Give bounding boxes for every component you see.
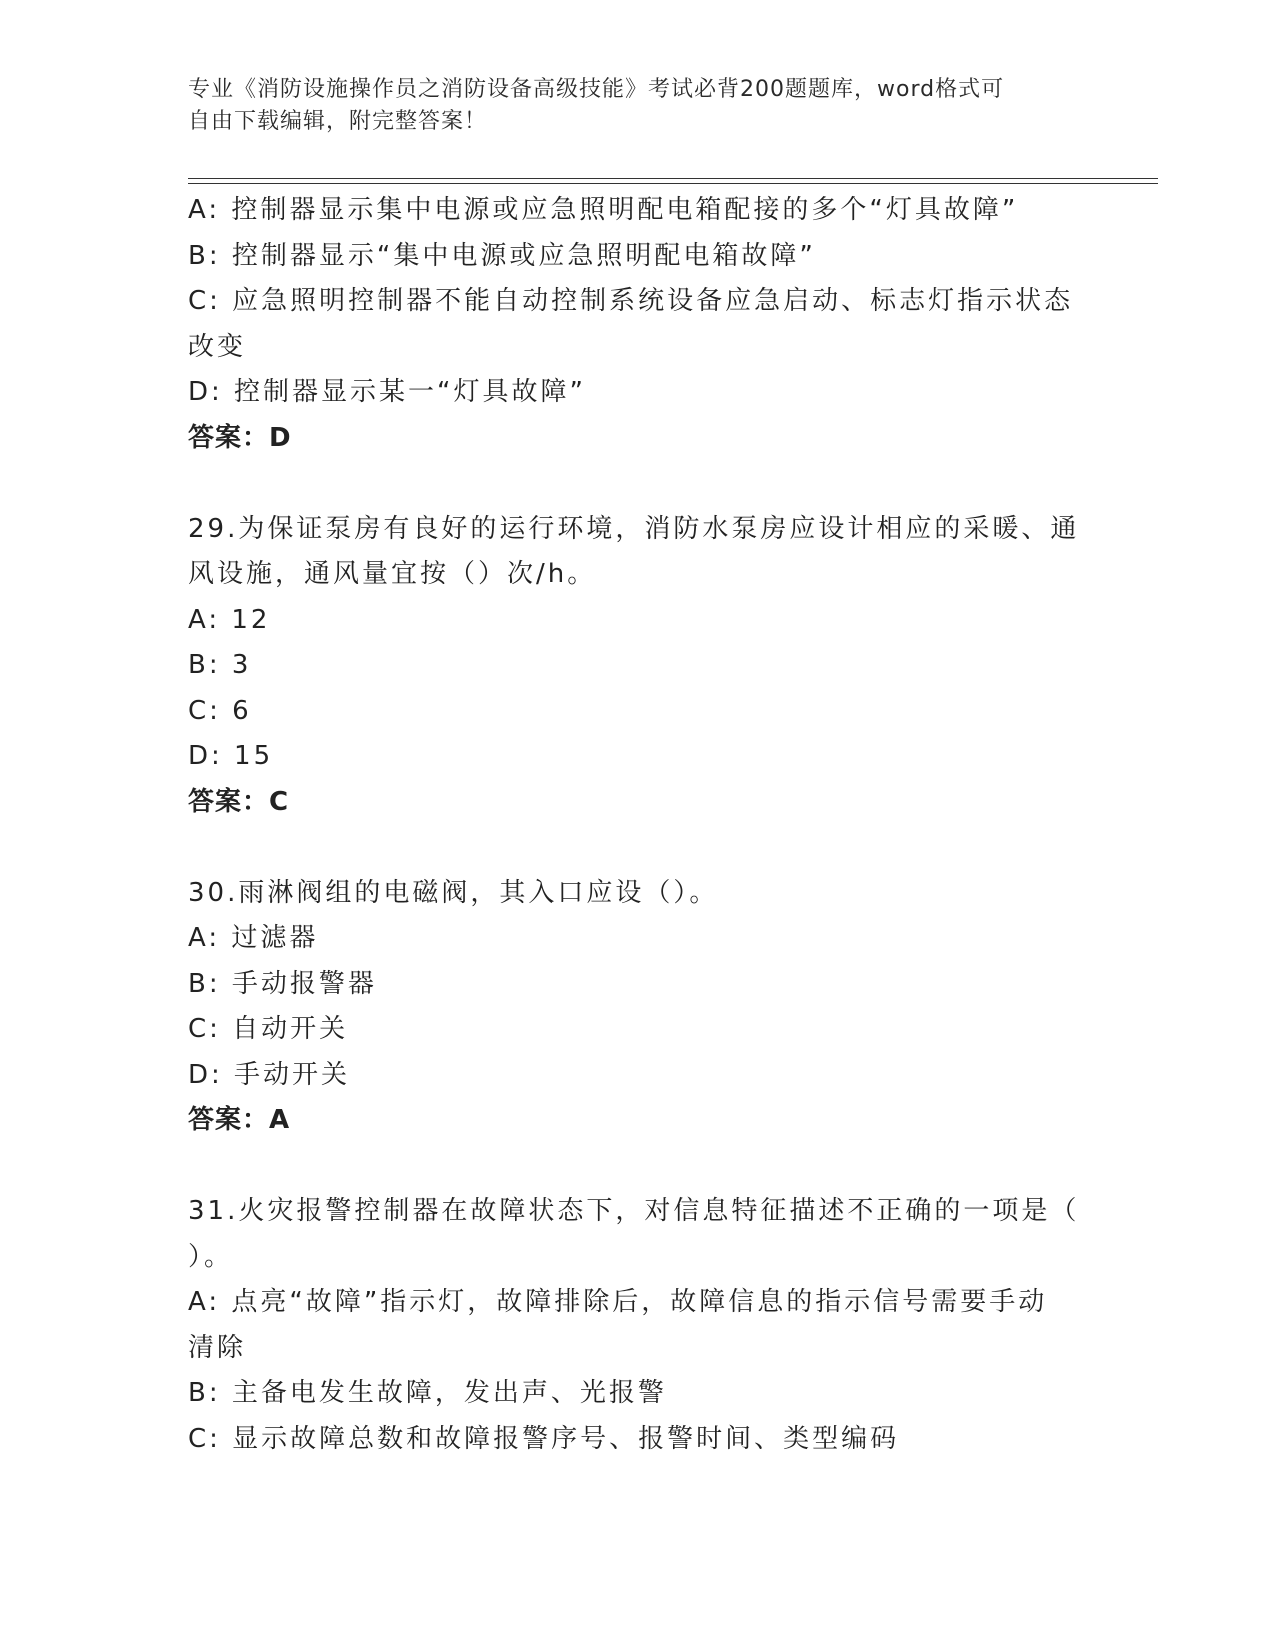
option-b: B: 手动报警器 <box>188 968 377 999</box>
question-stem: 30.雨淋阀组的电磁阀，其入口应设（）。 <box>188 877 719 908</box>
question-stem: 29.为保证泵房有良好的运行环境，消防水泵房应设计相应的采暖、通 <box>188 513 1080 544</box>
spacer <box>188 1144 1088 1190</box>
answer: 答案：C <box>188 786 290 817</box>
spacer <box>188 461 1088 507</box>
document-header <box>188 74 1088 138</box>
option-c: C: 自动开关 <box>188 1014 349 1044</box>
option-b: B: 主备电发生故障，发出声、光报警 <box>188 1378 667 1408</box>
option-d: D: 控制器显示某一“灯具故障” <box>188 377 586 407</box>
header-line-2: 自由下载编辑，附完整答案！ <box>188 109 488 134</box>
header-line-1: 专业《消防设施操作员之消防设备高级技能》考试必背200题题库，word格式可 <box>188 77 1005 102</box>
spacer <box>188 825 1088 871</box>
question-31 <box>188 1189 1088 1462</box>
option-c-continued: 改变 <box>188 331 247 362</box>
option-c: C: 应急照明控制器不能自动控制系统设备应急启动、标志灯指示状态 <box>188 286 1074 316</box>
option-a: A: 12 <box>188 604 271 635</box>
question-list <box>188 188 1088 1462</box>
question-28 <box>188 188 1088 461</box>
option-a: A: 控制器显示集中电源或应急照明配电箱配接的多个“灯具故障” <box>188 195 1019 225</box>
question-30 <box>188 871 1088 1144</box>
question-stem: 31.火灾报警控制器在故障状态下，对信息特征描述不正确的一项是（ <box>188 1196 1080 1226</box>
option-c: C: 6 <box>188 695 252 726</box>
option-d: D: 15 <box>188 741 274 771</box>
option-a: A: 过滤器 <box>188 923 319 953</box>
header-rule-top <box>188 178 1158 179</box>
question-29 <box>188 507 1088 826</box>
answer: 答案：A <box>188 1105 291 1135</box>
question-stem-continued: ）。 <box>188 1241 234 1272</box>
question-stem-continued: 风设施，通风量宜按（）次/h。 <box>188 559 597 589</box>
header-rule-bottom <box>188 183 1158 184</box>
option-a: A: 点亮“故障”指示灯，故障排除后，故障信息的指示信号需要手动 <box>188 1287 1048 1317</box>
option-d: D: 手动开关 <box>188 1059 351 1090</box>
option-a-continued: 清除 <box>188 1332 247 1363</box>
option-b: B: 控制器显示“集中电源或应急照明配电箱故障” <box>188 240 816 271</box>
option-b: B: 3 <box>188 650 252 680</box>
option-c: C: 显示故障总数和故障报警序号、报警时间、类型编码 <box>188 1423 900 1454</box>
answer: 答案：D <box>188 422 292 453</box>
